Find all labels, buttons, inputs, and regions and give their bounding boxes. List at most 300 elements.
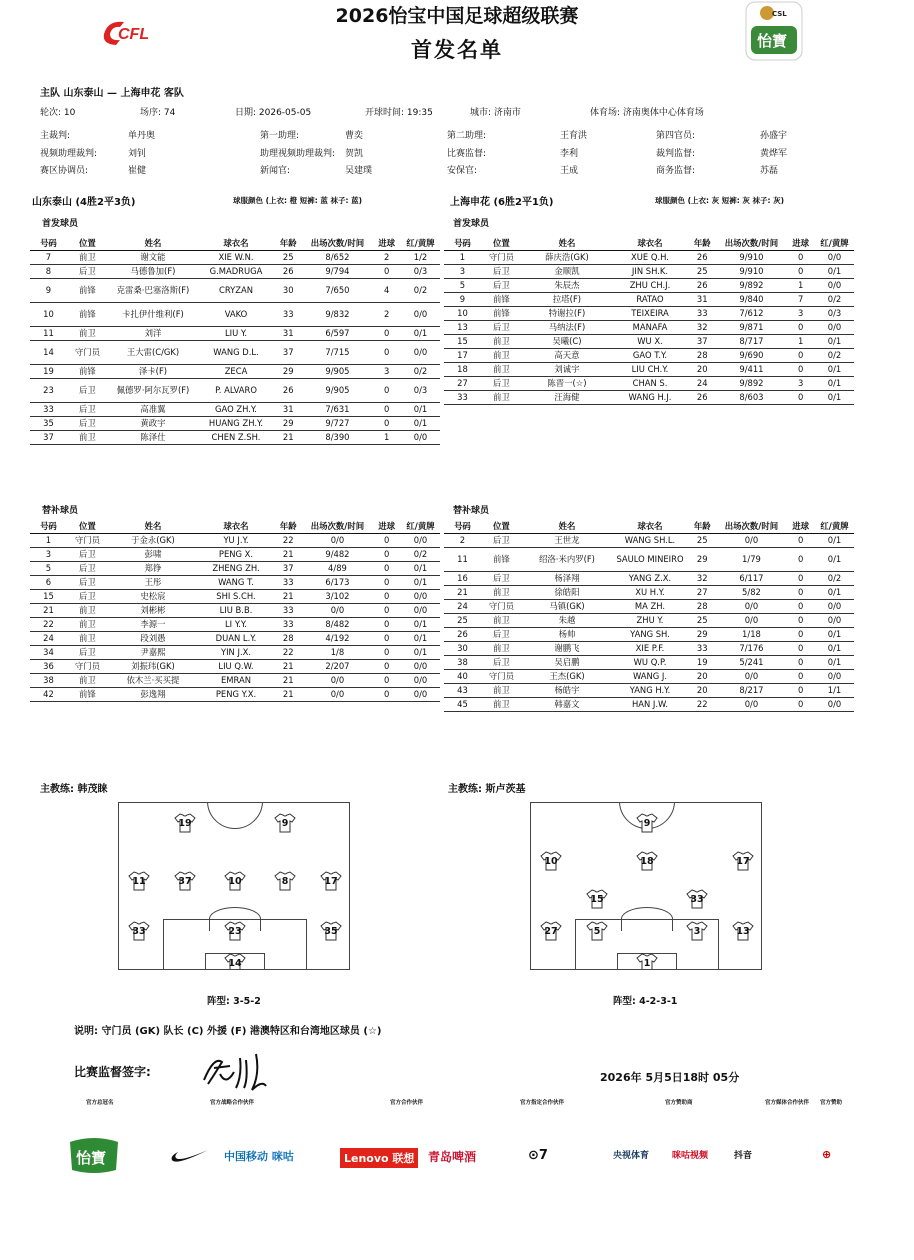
table-row xyxy=(30,250,440,264)
kickoff-time: 开球时间: 19:35 xyxy=(365,108,433,118)
table-cell: 0/1 xyxy=(815,585,854,599)
table-cell: 1/8 xyxy=(303,645,373,659)
table-cell: 31 xyxy=(688,292,717,306)
table-row xyxy=(30,589,440,603)
table-header-row xyxy=(444,519,854,533)
jersey-number: 8 xyxy=(281,876,289,887)
table-cell: 0/2 xyxy=(815,571,854,585)
jersey-number: 1 xyxy=(643,958,651,969)
table-cell: 9/910 xyxy=(717,250,787,264)
table-cell: 9/794 xyxy=(303,264,373,278)
table-cell: 22 xyxy=(688,697,717,711)
table-cell: SHI S.CH. xyxy=(198,589,274,603)
jersey-number: 11 xyxy=(132,876,146,887)
table-cell: 后卫 xyxy=(67,416,108,430)
home-starters-label: 首发球员 xyxy=(42,219,79,229)
table-cell: 泽卡(F) xyxy=(108,364,198,378)
table-row xyxy=(30,264,440,278)
table-row xyxy=(30,533,440,547)
table-cell: EMRAN xyxy=(198,673,274,687)
table-cell: 高天意 xyxy=(522,348,612,362)
table-cell: 8/217 xyxy=(717,683,787,697)
player-jersey-icon xyxy=(586,921,608,941)
table-cell: 2/207 xyxy=(303,659,373,673)
table-cell: 19 xyxy=(30,364,67,378)
table-cell: 31 xyxy=(274,402,303,416)
table-cell: 克雷桑·巴塞洛斯(F) xyxy=(108,278,198,302)
table-cell: 0 xyxy=(786,627,815,641)
table-cell: 26 xyxy=(274,378,303,402)
column-header: 出场次数/时间 xyxy=(303,519,373,533)
table-cell: 前卫 xyxy=(481,348,522,362)
table-cell: 3 xyxy=(444,264,481,278)
column-header: 进球 xyxy=(372,236,401,250)
player-jersey-icon xyxy=(732,851,754,871)
column-header: 号码 xyxy=(30,519,67,533)
away-team-record: 上海申花 (6胜2平1负) xyxy=(450,197,554,208)
table-cell: CHAN S. xyxy=(612,376,688,390)
column-header: 红/黄牌 xyxy=(401,236,440,250)
jersey-number: 5 xyxy=(593,926,601,937)
table-cell: 0/0 xyxy=(815,320,854,334)
away-formation-pitch xyxy=(530,802,762,970)
table-cell: 4 xyxy=(372,278,401,302)
table-cell: 9/411 xyxy=(717,362,787,376)
table-cell: 0/1 xyxy=(815,627,854,641)
table-cell: 25 xyxy=(688,533,717,547)
table-cell: 前锋 xyxy=(481,547,522,571)
player-jersey-icon xyxy=(224,921,246,941)
table-cell: 前卫 xyxy=(67,430,108,444)
table-cell: 14 xyxy=(30,340,67,364)
table-row xyxy=(30,645,440,659)
table-row xyxy=(444,697,854,711)
column-header: 球衣名 xyxy=(612,236,688,250)
table-cell: 29 xyxy=(688,627,717,641)
table-cell: 后卫 xyxy=(481,320,522,334)
table-cell: HAN J.W. xyxy=(612,697,688,711)
table-cell: 6/597 xyxy=(303,326,373,340)
player-jersey-icon xyxy=(636,851,658,871)
table-cell: 0 xyxy=(786,655,815,669)
table-cell: XU H.Y. xyxy=(612,585,688,599)
table-cell: 32 xyxy=(688,571,717,585)
table-cell: 0 xyxy=(786,683,815,697)
table-row xyxy=(444,390,854,404)
table-cell: 吴曦(C) xyxy=(522,334,612,348)
table-cell: 0/0 xyxy=(401,589,440,603)
table-cell: 0/0 xyxy=(401,659,440,673)
table-cell: 0/0 xyxy=(401,340,440,364)
table-cell: 43 xyxy=(444,683,481,697)
official-name: 孙盛宇 xyxy=(760,131,788,141)
table-cell: 3 xyxy=(786,306,815,320)
table-cell: 马德鲁加(F) xyxy=(108,264,198,278)
table-cell: 9 xyxy=(444,292,481,306)
table-cell: 刘诚宇 xyxy=(522,362,612,376)
table-cell: WANG D.L. xyxy=(198,340,274,364)
table-cell: 7 xyxy=(786,292,815,306)
table-cell: 徐皓阳 xyxy=(522,585,612,599)
table-cell: HUANG ZH.Y. xyxy=(198,416,274,430)
table-cell: 0/0 xyxy=(401,603,440,617)
table-cell: 0/0 xyxy=(815,278,854,292)
table-cell: 刘振玮(GK) xyxy=(108,659,198,673)
table-cell: 0/0 xyxy=(717,599,787,613)
table-cell: 8 xyxy=(30,264,67,278)
table-cell: 0 xyxy=(786,669,815,683)
jersey-number: 13 xyxy=(736,926,750,937)
table-cell: 26 xyxy=(688,390,717,404)
table-cell: 7 xyxy=(30,250,67,264)
table-cell: 0/0 xyxy=(815,669,854,683)
official-name: 贺凯 xyxy=(345,149,364,159)
table-cell: 9/727 xyxy=(303,416,373,430)
table-cell: 9/690 xyxy=(717,348,787,362)
home-team-record: 山东泰山 (4胜2平3负) xyxy=(32,197,136,208)
table-cell: 6 xyxy=(30,575,67,589)
table-cell: 26 xyxy=(444,627,481,641)
table-cell: 0/0 xyxy=(815,697,854,711)
column-header: 号码 xyxy=(30,236,67,250)
table-cell: 22 xyxy=(274,533,303,547)
table-cell: 31 xyxy=(274,326,303,340)
sponsor-cctv-sports: 央视体育 xyxy=(613,1151,650,1161)
table-cell: 韩嘉文 xyxy=(522,697,612,711)
sponsor-category-label: 官方总冠名 xyxy=(86,1100,114,1106)
player-jersey-icon xyxy=(128,871,150,891)
away-coach: 主教练: 斯卢茨基 xyxy=(448,784,526,795)
table-cell: 前锋 xyxy=(67,687,108,701)
jersey-number: 35 xyxy=(324,926,338,937)
table-cell: 0/1 xyxy=(815,533,854,547)
table-cell: 11 xyxy=(444,547,481,571)
csl-brand-text: 怡寶 xyxy=(757,32,788,50)
table-cell: WANG H.J. xyxy=(612,390,688,404)
legend-note: 说明: 守门员 (GK) 队长 (C) 外援 (F) 港澳特区和台湾地区球员 (☆) xyxy=(74,1026,382,1037)
table-cell: 卡扎伊什维利(F) xyxy=(108,302,198,326)
table-row xyxy=(30,340,440,364)
table-cell: 4/192 xyxy=(303,631,373,645)
table-cell: 9/905 xyxy=(303,378,373,402)
table-cell: 0/2 xyxy=(401,547,440,561)
jersey-number: 33 xyxy=(690,894,704,905)
player-jersey-icon xyxy=(320,871,342,891)
table-cell: 0/2 xyxy=(815,348,854,362)
table-cell: ZHENG ZH. xyxy=(198,561,274,575)
table-cell: 谢文能 xyxy=(108,250,198,264)
official-label: 比赛监督: xyxy=(447,149,487,159)
table-row xyxy=(30,430,440,444)
sponsor-category-label: 官方赞助商 xyxy=(665,1100,693,1106)
column-header: 出场次数/时间 xyxy=(717,236,787,250)
table-cell: 20 xyxy=(688,669,717,683)
table-cell: 21 xyxy=(274,687,303,701)
table-cell: 吴启鹏 xyxy=(522,655,612,669)
table-cell: 28 xyxy=(274,631,303,645)
table-header-row xyxy=(30,236,440,250)
home-kit-colors: 球服颜色 (上衣: 橙 短裤: 蓝 袜子: 蓝) xyxy=(233,196,363,205)
table-row xyxy=(30,378,440,402)
table-cell: 0/1 xyxy=(815,362,854,376)
table-cell: WANG T. xyxy=(198,575,274,589)
column-header: 位置 xyxy=(481,236,522,250)
table-cell: 1/2 xyxy=(401,250,440,264)
table-cell: 0 xyxy=(786,599,815,613)
table-cell: 37 xyxy=(30,430,67,444)
official-label: 第一助理: xyxy=(260,131,300,141)
table-cell: 30 xyxy=(444,641,481,655)
table-cell: 24 xyxy=(30,631,67,645)
table-cell: 前卫 xyxy=(481,683,522,697)
table-cell: 彭啸 xyxy=(108,547,198,561)
column-header: 姓名 xyxy=(108,236,198,250)
table-cell: 15 xyxy=(444,334,481,348)
official-label: 商务监督: xyxy=(656,166,696,176)
player-jersey-icon xyxy=(686,889,708,909)
table-cell: 0/2 xyxy=(815,292,854,306)
table-cell: 27 xyxy=(444,376,481,390)
player-jersey-icon xyxy=(540,921,562,941)
table-cell: 0/1 xyxy=(401,575,440,589)
table-cell: MANAFA xyxy=(612,320,688,334)
table-cell: XIE P.F. xyxy=(612,641,688,655)
table-cell: 0 xyxy=(372,673,401,687)
table-cell: YIN J.X. xyxy=(198,645,274,659)
table-cell: 25 xyxy=(688,613,717,627)
table-cell: LI Y.Y. xyxy=(198,617,274,631)
table-cell: 0 xyxy=(372,617,401,631)
signature-label: 比赛监督签字: xyxy=(74,1065,151,1079)
table-row xyxy=(444,362,854,376)
table-cell: 7/631 xyxy=(303,402,373,416)
table-cell: 守门员 xyxy=(481,599,522,613)
table-cell: 24 xyxy=(688,376,717,390)
table-cell: 后卫 xyxy=(481,533,522,547)
table-cell: 依木兰·买买提 xyxy=(108,673,198,687)
penalty-arc xyxy=(621,907,673,931)
table-cell: 0 xyxy=(372,326,401,340)
table-cell: 1 xyxy=(786,278,815,292)
sponsor-07: ⊙7 xyxy=(528,1148,548,1163)
table-row xyxy=(30,561,440,575)
table-cell: 黄政宇 xyxy=(108,416,198,430)
table-cell: 0 xyxy=(786,362,815,376)
jersey-number: 18 xyxy=(640,856,654,867)
table-cell: 0/0 xyxy=(401,302,440,326)
home-formation: 阵型: 3-5-2 xyxy=(207,996,261,1007)
away-starters-label: 首发球员 xyxy=(453,219,490,229)
table-row xyxy=(30,278,440,302)
table-cell: 16 xyxy=(444,571,481,585)
column-header: 进球 xyxy=(372,519,401,533)
table-cell: 前锋 xyxy=(481,292,522,306)
table-cell: 0 xyxy=(372,561,401,575)
table-cell: 后卫 xyxy=(67,561,108,575)
table-header-row xyxy=(30,519,440,533)
table-cell: 0/0 xyxy=(303,687,373,701)
table-cell: G.MADRUGA xyxy=(198,264,274,278)
table-cell: 0 xyxy=(786,641,815,655)
table-row xyxy=(30,631,440,645)
table-cell: 38 xyxy=(444,655,481,669)
table-cell: PENG Y.X. xyxy=(198,687,274,701)
official-label: 主裁判: xyxy=(40,131,71,141)
column-header: 位置 xyxy=(67,236,108,250)
table-cell: LIU Q.W. xyxy=(198,659,274,673)
table-row xyxy=(444,250,854,264)
table-row xyxy=(444,376,854,390)
jersey-number: 9 xyxy=(643,818,651,829)
table-cell: 6/173 xyxy=(303,575,373,589)
table-cell: 0 xyxy=(786,547,815,571)
table-cell: 绍洛·米内罗(F) xyxy=(522,547,612,571)
table-cell: 9/482 xyxy=(303,547,373,561)
table-cell: 21 xyxy=(274,659,303,673)
official-label: 视频助理裁判: xyxy=(40,149,98,159)
table-cell: 10 xyxy=(444,306,481,320)
table-cell: 陈泽仕 xyxy=(108,430,198,444)
table-cell: 37 xyxy=(274,340,303,364)
table-row xyxy=(30,364,440,378)
table-cell: SAULO MINEIRO xyxy=(612,547,688,571)
official-label: 新闻官: xyxy=(260,166,291,176)
table-cell: 前卫 xyxy=(67,603,108,617)
table-cell: 33 xyxy=(688,306,717,320)
table-cell: 0/0 xyxy=(815,613,854,627)
table-cell: 5 xyxy=(30,561,67,575)
table-cell: 0/0 xyxy=(303,533,373,547)
table-cell: 7/612 xyxy=(717,306,787,320)
official-name: 刘钊 xyxy=(128,149,147,159)
table-row xyxy=(30,547,440,561)
table-cell: 1/79 xyxy=(717,547,787,571)
table-cell: 18 xyxy=(444,362,481,376)
table-cell: 后卫 xyxy=(67,645,108,659)
table-cell: 李源一 xyxy=(108,617,198,631)
player-jersey-icon xyxy=(686,921,708,941)
csl-logo-text: CSL xyxy=(772,10,787,18)
table-cell: 9/840 xyxy=(717,292,787,306)
table-cell: 后卫 xyxy=(67,264,108,278)
table-cell: 1 xyxy=(444,250,481,264)
table-cell: 0/2 xyxy=(401,364,440,378)
table-cell: 0/1 xyxy=(401,617,440,631)
table-cell: 0 xyxy=(372,603,401,617)
table-row xyxy=(444,613,854,627)
table-cell: 后卫 xyxy=(481,655,522,669)
table-cell: 0/1 xyxy=(815,334,854,348)
table-cell: 前卫 xyxy=(481,390,522,404)
table-cell: ZECA xyxy=(198,364,274,378)
table-cell: 王杰(GK) xyxy=(522,669,612,683)
table-cell: 0/0 xyxy=(303,673,373,687)
table-cell: 33 xyxy=(274,302,303,326)
table-row xyxy=(30,687,440,701)
table-cell: 前卫 xyxy=(481,641,522,655)
table-cell: 28 xyxy=(688,348,717,362)
jersey-number: 23 xyxy=(228,926,242,937)
stadium: 体育场: 济南奥体中心体育场 xyxy=(590,108,704,118)
table-cell: 前卫 xyxy=(67,250,108,264)
table-cell: 刘洋 xyxy=(108,326,198,340)
player-jersey-icon xyxy=(224,871,246,891)
table-row xyxy=(444,306,854,320)
table-cell: 33 xyxy=(30,402,67,416)
table-cell: 0/1 xyxy=(401,561,440,575)
sponsor-tsingtao: 青岛啤酒 xyxy=(428,1150,477,1164)
column-header: 年龄 xyxy=(274,236,303,250)
away-subs-label: 替补球员 xyxy=(453,506,490,516)
official-name: 王育洪 xyxy=(560,131,588,141)
teams-line: 主队 山东泰山 — 上海申花 客队 xyxy=(40,88,184,99)
table-cell: 8/390 xyxy=(303,430,373,444)
table-cell: 0/3 xyxy=(815,306,854,320)
table-cell: 1/1 xyxy=(815,683,854,697)
table-cell: 0/1 xyxy=(401,402,440,416)
table-cell: 5/82 xyxy=(717,585,787,599)
table-cell: 王世龙 xyxy=(522,533,612,547)
table-cell: 高准翼 xyxy=(108,402,198,416)
yibao-sponsor-logo xyxy=(66,1134,122,1176)
table-cell: 10 xyxy=(30,302,67,326)
table-cell: 9/905 xyxy=(303,364,373,378)
away-subs-table xyxy=(444,519,854,712)
table-cell: 0/1 xyxy=(815,641,854,655)
table-row xyxy=(444,599,854,613)
player-jersey-icon xyxy=(274,813,296,833)
table-cell: 段刘愚 xyxy=(108,631,198,645)
table-cell: 8/482 xyxy=(303,617,373,631)
table-cell: 0 xyxy=(786,250,815,264)
table-row xyxy=(444,655,854,669)
column-header: 球衣名 xyxy=(198,519,274,533)
table-cell: 马镇(GK) xyxy=(522,599,612,613)
table-cell: 0 xyxy=(786,585,815,599)
official-name: 崔健 xyxy=(128,166,147,176)
table-cell: 0 xyxy=(786,320,815,334)
table-cell: LIU Y. xyxy=(198,326,274,340)
table-cell: 29 xyxy=(688,547,717,571)
table-row xyxy=(30,416,440,430)
table-cell: 特谢拉(F) xyxy=(522,306,612,320)
table-row xyxy=(444,292,854,306)
column-header: 红/黄牌 xyxy=(815,519,854,533)
table-cell: 3/102 xyxy=(303,589,373,603)
table-cell: 24 xyxy=(444,599,481,613)
table-cell: GAO T.Y. xyxy=(612,348,688,362)
table-cell: 杨帅 xyxy=(522,627,612,641)
column-header: 年龄 xyxy=(274,519,303,533)
table-row xyxy=(30,575,440,589)
table-cell: 7/715 xyxy=(303,340,373,364)
table-cell: 5 xyxy=(444,278,481,292)
table-cell: 陈晋一(☆) xyxy=(522,376,612,390)
table-row xyxy=(444,348,854,362)
table-cell: 前锋 xyxy=(67,278,108,302)
table-cell: 23 xyxy=(30,378,67,402)
column-header: 红/黄牌 xyxy=(401,519,440,533)
official-name: 曹奕 xyxy=(345,131,364,141)
column-header: 出场次数/时间 xyxy=(303,236,373,250)
table-cell: 7/176 xyxy=(717,641,787,655)
jersey-number: 17 xyxy=(324,876,338,887)
table-cell: WU X. xyxy=(612,334,688,348)
table-cell: 0 xyxy=(372,416,401,430)
table-cell: XUE Q.H. xyxy=(612,250,688,264)
table-cell: 金顺凯 xyxy=(522,264,612,278)
table-cell: WANG SH.L. xyxy=(612,533,688,547)
